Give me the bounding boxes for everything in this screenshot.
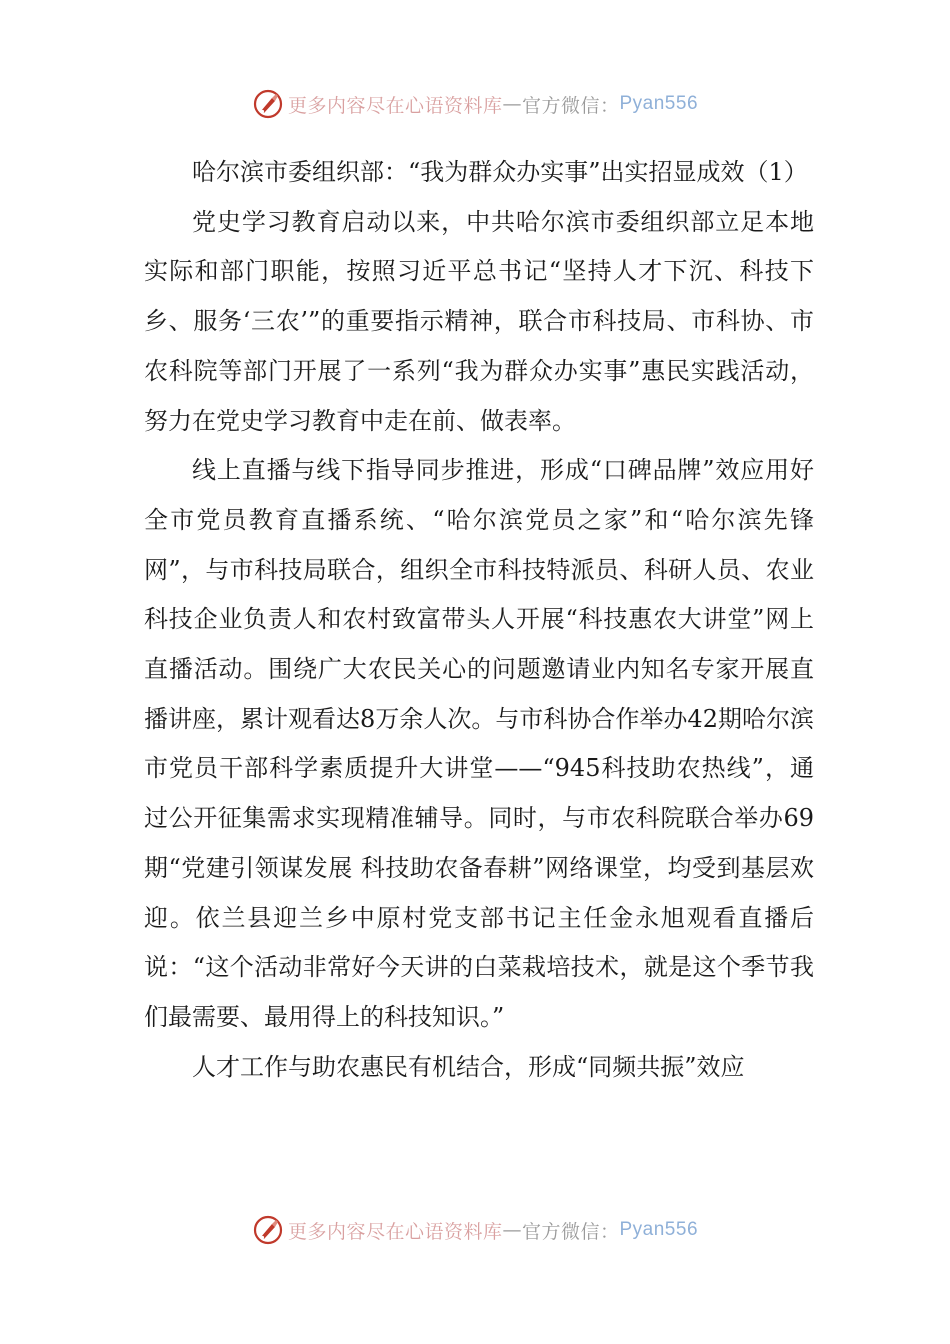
watermark-label: 官方微信： [521,1220,620,1243]
document-body [144,148,814,1092]
paragraph-3: 人才工作与助农惠民有机结合，形成“同频共振”效应 [192,1052,745,1081]
watermark-wechat-id: Pyan556 [619,93,699,114]
pen-nib-icon [252,88,284,120]
paragraph-2: 线上直播与线下指导同步推进，形成“口碑品牌”效应用好全市党员教育直播系统、“哈尔滨党员之家”和“哈尔滨先锋网”，与市科技局联合，组织全市科技特派员、科研人员、农业科技企业负责人和农村致富带头人开展“科技惠农大讲堂”网上直播活动。围绕广大农民关心的问题邀请业内知名专家开展直播讲座，累计观看达8万余人次。与市科协合作举办42期哈尔滨市党员干部科学素质提升大讲堂——“945科技助农热线”，通过公开征集需求实现精准辅导。同时，与市农科院联合举办69期“党建引领谋发展 科技助农备春耕”网络课堂，均受到基层欢迎。依兰县迎兰乡中原村党支部书记主任金永旭观看直播后说：“这个活动非常好今天讲的白菜栽培技术，就是这个季节我们最需要、最用得上的科技知识。” [144,456,814,1031]
watermark-wechat-id: Pyan556 [619,1219,699,1240]
watermark-footer [0,1210,950,1250]
watermark-header [0,84,950,124]
pen-nib-icon [252,1214,284,1246]
paragraph-1: 党史学习教育启动以来，中共哈尔滨市委组织部立足本地实际和部门职能，按照习近平总书记“坚持人才下沉、科技下乡、服务‘三农’”的重要指示精神，联合市科技局、市科协、市农科院等部门开展了一系列“我为群众办实事”惠民实践活动，努力在党史学习教育中走在前、做表率。 [144,207,814,435]
watermark-separator: — [502,1219,522,1241]
document-title: 哈尔滨市委组织部：“我为群众办实事”出实招显成效（1） [192,158,808,186]
watermark-label: 官方微信： [521,94,620,117]
watermark-text: 更多内容尽在心语资料库 [287,1220,503,1243]
watermark-separator: — [502,93,522,115]
watermark-text: 更多内容尽在心语资料库 [287,94,503,117]
